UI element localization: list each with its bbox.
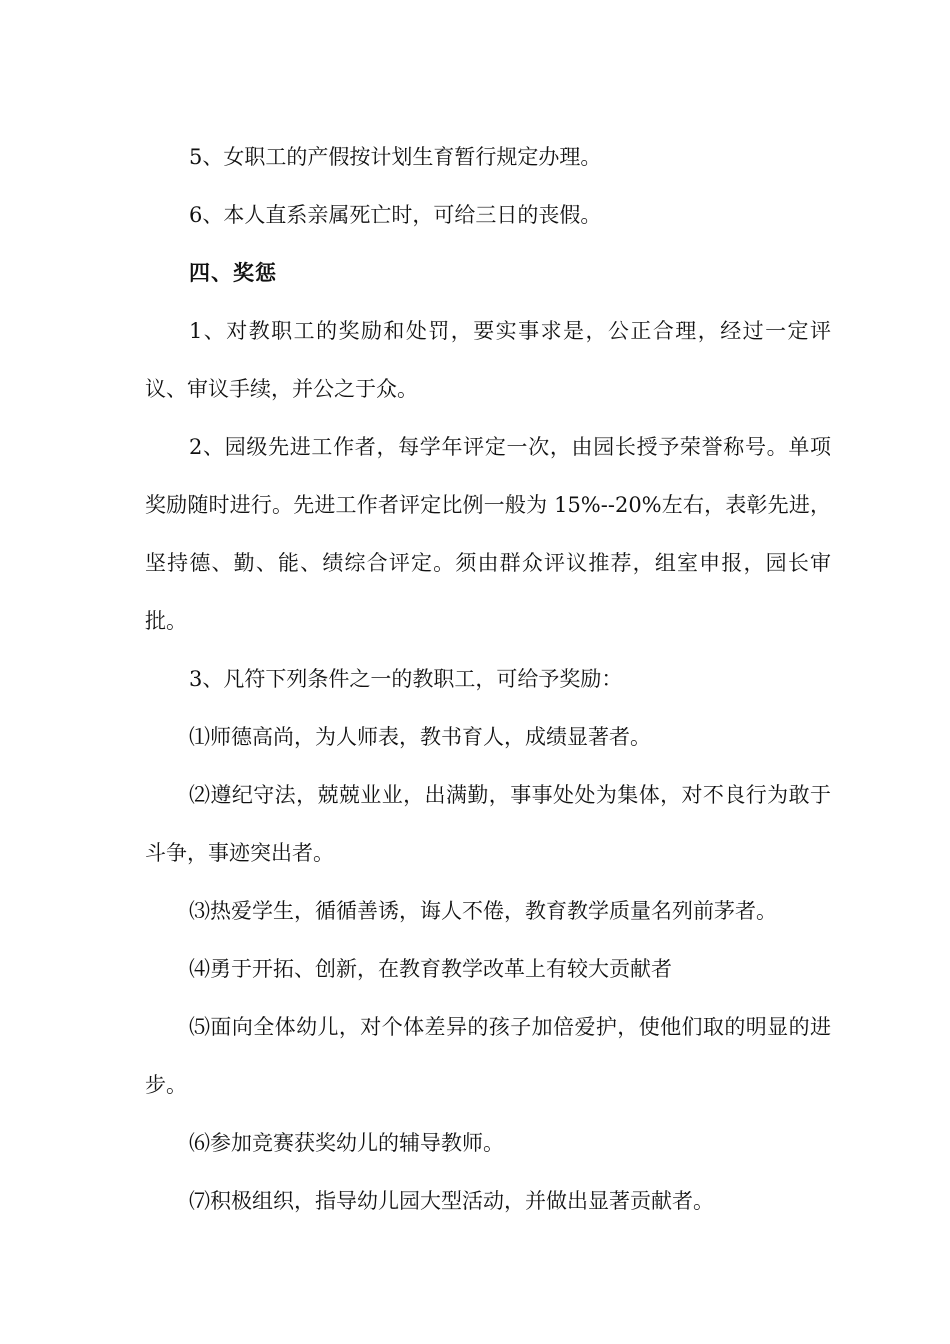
list-item-condition-6: ⑹参加竞赛获奖幼儿的辅导教师。	[189, 1131, 504, 1155]
paragraph-reward-2: 2、园级先进工作者，每学年评定一次，由园长授予荣誉称号。单项奖励随时进行。先进工作者评定比例一般为 15%--20%左右，表彰先进，坚持德、勤、能、绩综合评定。须由群众评议推荐，组室申报，园长审批。	[145, 435, 831, 633]
paragraph-leave-6: 6、本人直系亲属死亡时，可给三日的丧假。	[189, 203, 602, 227]
list-item-condition-2: ⑵遵纪守法，兢兢业业，出满勤，事事处处为集体，对不良行为敢于斗争，事迹突出者。	[145, 783, 831, 865]
paragraph-reward-1: 1、对教职工的奖励和处罚，要实事求是，公正合理，经过一定评议、审议手续，并公之于众。	[145, 319, 831, 401]
document-body	[145, 128, 831, 1230]
section-heading-rewards-penalties: 四、奖惩	[189, 261, 277, 285]
list-item-condition-3: ⑶热爱学生，循循善诱，诲人不倦，教育教学质量名列前茅者。	[189, 899, 777, 923]
paragraph-leave-5: 5、女职工的产假按计划生育暂行规定办理。	[189, 145, 602, 169]
list-item-condition-4: ⑷勇于开拓、创新，在教育教学改革上有较大贡献者	[189, 957, 672, 981]
list-item-condition-7: ⑺积极组织，指导幼儿园大型活动，并做出显著贡献者。	[189, 1189, 714, 1213]
list-item-condition-5: ⑸面向全体幼儿，对个体差异的孩子加倍爱护，使他们取的明显的进步。	[145, 1015, 831, 1097]
paragraph-reward-3: 3、凡符下列条件之一的教职工，可给予奖励：	[189, 667, 623, 691]
list-item-condition-1: ⑴师德高尚，为人师表，教书育人，成绩显著者。	[189, 725, 651, 749]
